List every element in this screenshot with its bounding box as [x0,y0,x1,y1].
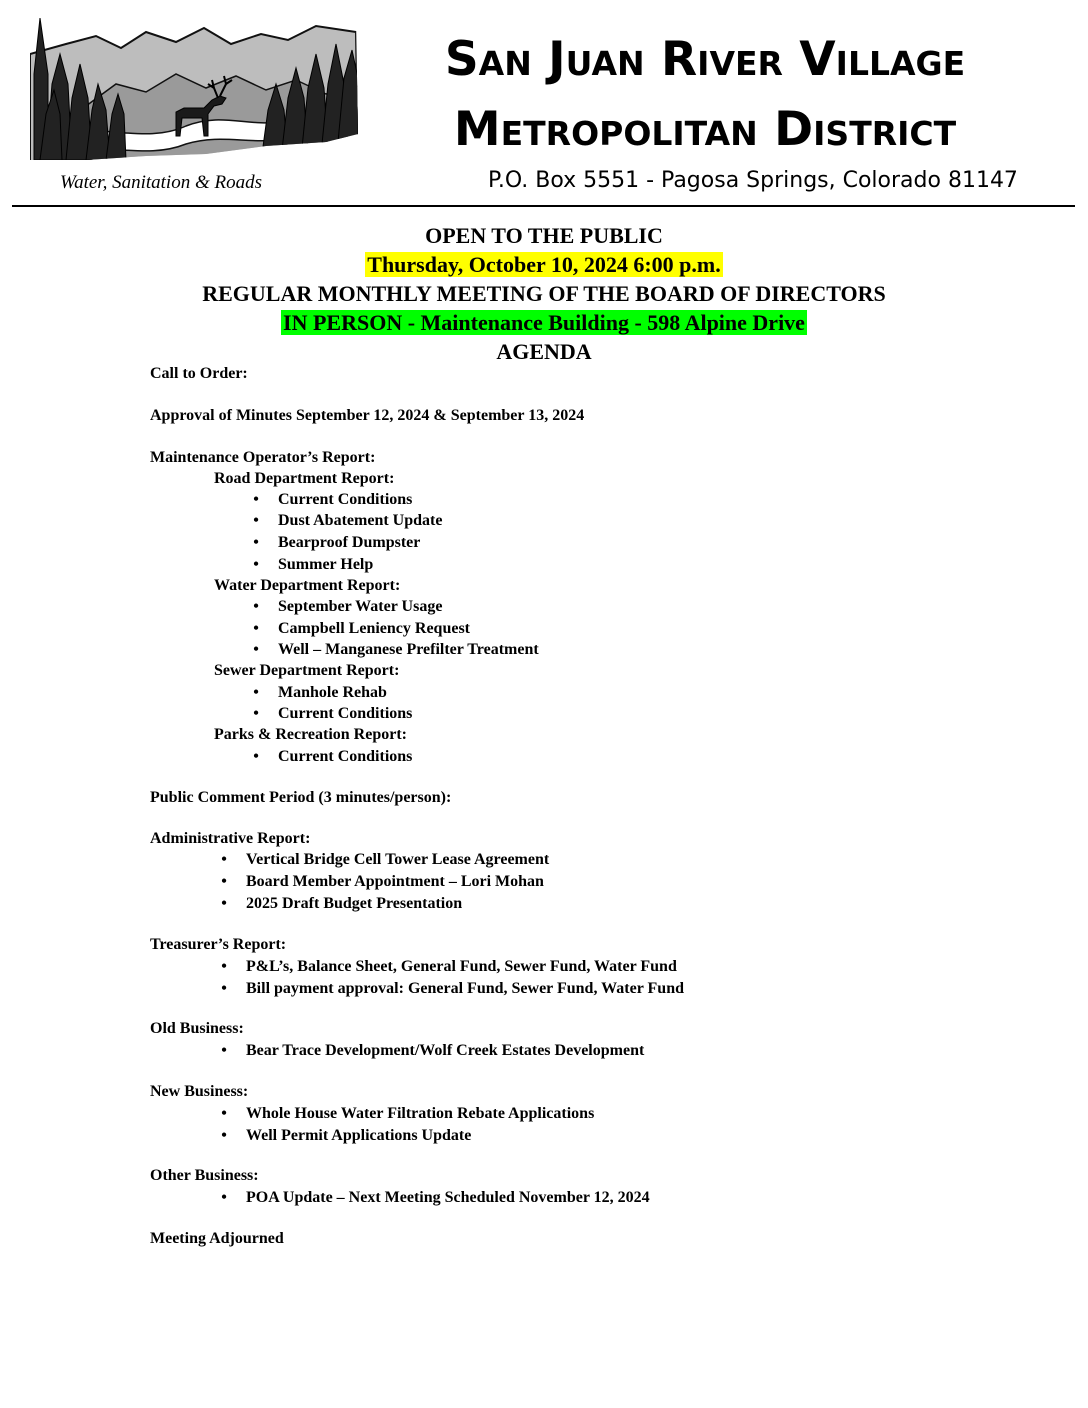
list-item: • Well – Manganese Prefilter Treatment [278,640,539,660]
agenda-parks-title: Parks & Recreation Report: [214,726,407,743]
agenda-road-title: Road Department Report: [214,470,395,487]
list-item: • P&L’s, Balance Sheet, General Fund, Sewer Fund, Water Fund [246,957,677,977]
agenda-other-business-title: Other Business: [150,1167,259,1184]
heading-meeting-type: REGULAR MONTHLY MEETING OF THE BOARD OF DIRECTORS [202,281,886,306]
list-item: • Bear Trace Development/Wolf Creek Estates Development [246,1041,644,1061]
list-item: • Dust Abatement Update [278,511,442,531]
bullet-icon: • [221,851,227,868]
agenda-old-business-title: Old Business: [150,1020,244,1037]
tagline: Water, Sanitation & Roads [60,172,262,193]
agenda-water-title: Water Department Report: [214,577,401,594]
bullet-icon: • [253,684,259,701]
agenda-sewer-title: Sewer Department Report: [214,662,400,679]
bullet-icon: • [253,534,259,551]
list-item: • Bearproof Dumpster [278,533,420,553]
bullet-icon: • [221,958,227,975]
agenda-call-to-order: Call to Order: [150,365,248,382]
agenda-maintenance-title: Maintenance Operator’s Report: [150,449,376,466]
bullet-icon: • [253,705,259,722]
heading-open-to-public: OPEN TO THE PUBLIC [425,223,663,248]
list-item: • Well Permit Applications Update [246,1126,471,1146]
bullet-icon: • [253,620,259,637]
list-item: • Current Conditions [278,490,412,510]
list-item: • Summer Help [278,555,373,575]
list-item: • Campbell Leniency Request [278,619,470,639]
agenda-administrative-title: Administrative Report: [150,830,311,847]
list-item: • Vertical Bridge Cell Tower Lease Agreement [246,850,549,870]
list-item: • Whole House Water Filtration Rebate Applications [246,1104,594,1124]
district-logo-mountain-elk-icon [26,14,360,162]
list-item: • Current Conditions [278,747,412,767]
meeting-location-highlight: IN PERSON - Maintenance Building - 598 Alpine Drive [283,310,805,335]
list-item: • Board Member Appointment – Lori Mohan [246,872,544,892]
bullet-icon: • [221,1127,227,1144]
agenda-meeting-adjourned: Meeting Adjourned [150,1230,284,1247]
bullet-icon: • [253,598,259,615]
bullet-icon: • [221,895,227,912]
list-item: • Bill payment approval: General Fund, Sewer Fund, Water Fund [246,979,684,999]
agenda-treasurer-title: Treasurer’s Report: [150,936,287,953]
bullet-icon: • [221,1105,227,1122]
bullet-icon: • [253,512,259,529]
heading-agenda: AGENDA [496,339,592,364]
list-item: • 2025 Draft Budget Presentation [246,894,462,914]
agenda-approval-of-minutes: Approval of Minutes September 12, 2024 & September 13, 2024 [150,407,585,424]
organization-name-line2: Metropolitan District [453,102,957,157]
list-item: • Current Conditions [278,704,412,724]
list-item: • Manhole Rehab [278,683,387,703]
bullet-icon: • [221,980,227,997]
bullet-icon: • [221,1042,227,1059]
meeting-date-highlight: Thursday, October 10, 2024 6:00 p.m. [367,252,721,277]
organization-name-line1: San Juan River Village [444,32,966,87]
list-item: • POA Update – Next Meeting Scheduled November 12, 2024 [246,1188,650,1208]
header-divider [12,205,1075,207]
bullet-icon: • [253,641,259,658]
agenda-new-business-title: New Business: [150,1083,249,1100]
heading-meeting-date [0,251,1088,279]
heading-meeting-location [0,309,1088,337]
bullet-icon: • [221,873,227,890]
bullet-icon: • [253,491,259,508]
list-item: • September Water Usage [278,597,442,617]
mailing-address: P.O. Box 5551 - Pagosa Springs, Colorado 81147 [488,168,1018,193]
bullet-icon: • [221,1189,227,1206]
bullet-icon: • [253,556,259,573]
bullet-icon: • [253,748,259,765]
agenda-public-comment: Public Comment Period (3 minutes/person): [150,789,452,806]
